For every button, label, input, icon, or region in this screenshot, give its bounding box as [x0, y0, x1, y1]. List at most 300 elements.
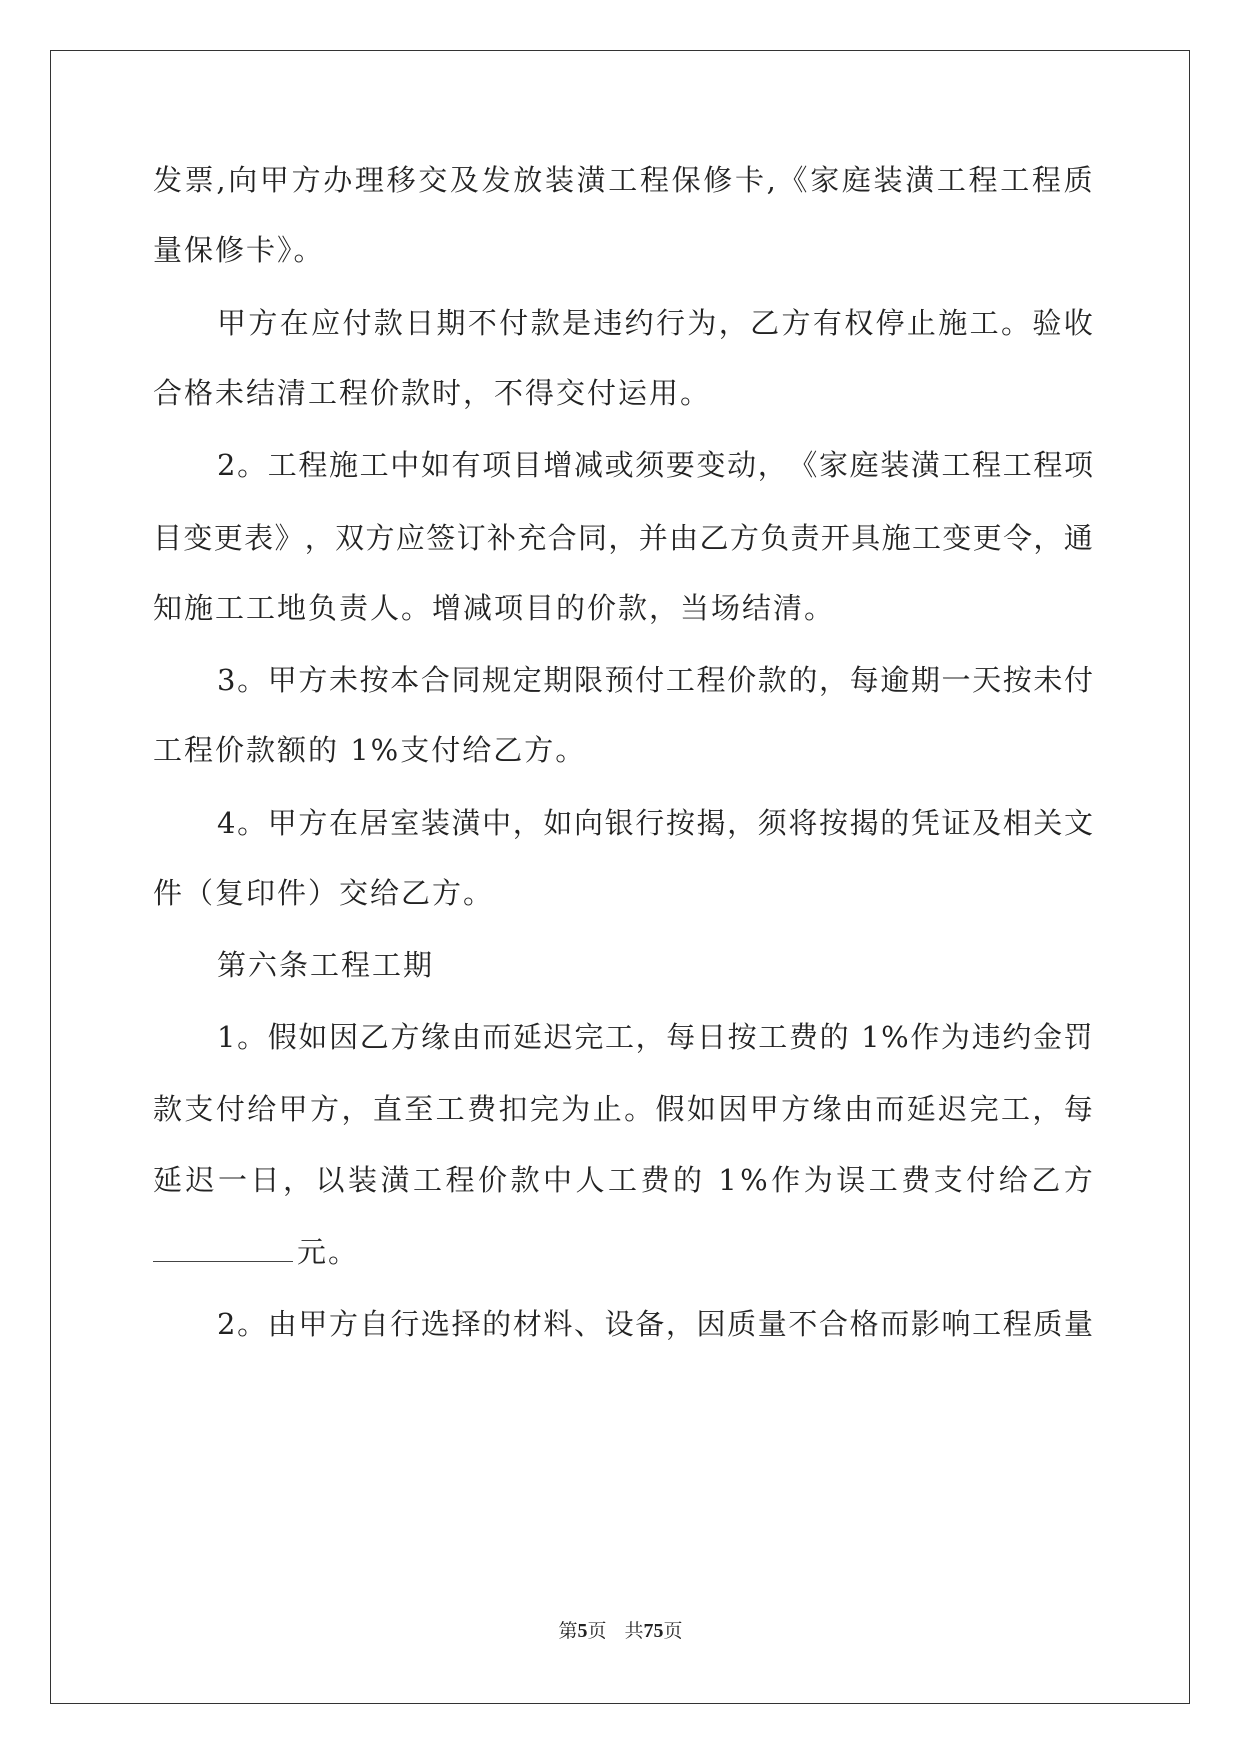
text-line-15: [153, 1160, 1093, 1200]
glyph: 作: [771, 1163, 801, 1197]
glyph: 择: [451, 1307, 481, 1341]
glyph: 费: [901, 1163, 931, 1197]
glyph: 。: [237, 1020, 267, 1054]
glyph: 程: [696, 663, 726, 697]
glyph: 完: [574, 1020, 604, 1054]
glyph: 由: [267, 1307, 297, 1341]
glyph: 以: [315, 1163, 345, 1197]
glyph: 装: [873, 163, 903, 197]
glyph: 工: [972, 1307, 1002, 1341]
glyph: ，: [718, 306, 748, 340]
glyph: 。: [624, 1092, 654, 1126]
glyph: 甲: [278, 1092, 308, 1126]
glyph: 响: [941, 1307, 971, 1341]
glyph: 格: [849, 1307, 879, 1341]
glyph: 为: [941, 1020, 971, 1054]
glyph: 减: [573, 448, 603, 482]
glyph: ,: [766, 163, 776, 197]
glyph: 完: [529, 1092, 559, 1126]
glyph: 选: [420, 1307, 450, 1341]
glyph: 如: [298, 1020, 328, 1054]
glyph: 质: [1063, 163, 1093, 197]
glyph: 向: [573, 806, 603, 840]
glyph: 须: [757, 806, 787, 840]
glyph: 甲: [217, 306, 247, 340]
glyph: 方: [1063, 1163, 1093, 1197]
page-footer: [0, 1616, 1241, 1643]
glyph: 本: [390, 663, 420, 697]
glyph: 违: [593, 306, 623, 340]
glyph: 每: [849, 663, 879, 697]
glyph: 乙: [1031, 1163, 1061, 1197]
glyph: 家: [818, 448, 848, 482]
glyph: 程: [968, 163, 998, 197]
glyph: 缘: [812, 1092, 842, 1126]
glyph: 有: [812, 306, 842, 340]
glyph: 付: [1063, 663, 1093, 697]
text-line-14: [153, 1089, 1093, 1129]
glyph: 合: [547, 521, 577, 555]
glyph: 付: [635, 663, 665, 697]
glyph: 每: [666, 1020, 696, 1054]
glyph: 方: [781, 1092, 811, 1126]
amount-unit: 元。: [297, 1235, 360, 1269]
glyph: 备: [635, 1307, 665, 1341]
glyph: 中: [482, 806, 512, 840]
glyph: 4: [217, 806, 236, 840]
glyph: 1: [217, 1020, 236, 1054]
glyph: 双: [335, 521, 365, 555]
glyph: 潢: [576, 163, 606, 197]
glyph: 1: [861, 1020, 880, 1054]
glyph: 期: [543, 663, 573, 697]
glyph: 程: [1031, 163, 1061, 197]
glyph: 是: [561, 306, 591, 340]
glyph: 工: [1000, 163, 1030, 197]
glyph: 并: [638, 521, 668, 555]
glyph: 充: [517, 521, 547, 555]
glyph: 工: [936, 163, 966, 197]
fill-in-blank: [153, 1235, 293, 1262]
total-prefix: 共: [624, 1620, 644, 1642]
glyph: 给: [247, 1092, 277, 1126]
glyph: %: [881, 1020, 909, 1054]
glyph: 行: [390, 1307, 420, 1341]
glyph: 增: [543, 448, 573, 482]
glyph: 如: [420, 448, 450, 482]
glyph: 迟: [938, 1092, 968, 1126]
glyph: 工: [941, 448, 971, 482]
glyph: ，: [818, 663, 848, 697]
glyph: 的: [819, 1020, 849, 1054]
glyph: 而: [880, 1307, 910, 1341]
glyph: 文: [1063, 806, 1093, 840]
glyph: 的: [482, 1307, 512, 1341]
glyph: 约: [624, 306, 654, 340]
glyph: 甲: [749, 1092, 779, 1126]
glyph: 权: [844, 306, 874, 340]
glyph: 票: [184, 163, 214, 197]
text-line-5: [217, 445, 1093, 485]
glyph: 方: [291, 163, 321, 197]
text-line-1: [153, 160, 1093, 200]
glyph: 变: [183, 521, 213, 555]
glyph: 施: [881, 521, 911, 555]
glyph: 付: [966, 1163, 996, 1197]
glyph: 理: [354, 163, 384, 197]
glyph: 表: [244, 521, 274, 555]
glyph: 将: [788, 806, 818, 840]
glyph: 令: [1003, 521, 1033, 555]
glyph: 。: [237, 806, 267, 840]
page-prefix: 第: [558, 1620, 578, 1642]
glyph: 发: [153, 163, 183, 197]
glyph: 具: [851, 521, 881, 555]
glyph: 装: [348, 1163, 378, 1197]
glyph: 一: [218, 1163, 248, 1197]
glyph: 关: [1033, 806, 1063, 840]
glyph: 费: [467, 1092, 497, 1126]
glyph: 按: [665, 806, 695, 840]
glyph: 在: [328, 806, 358, 840]
glyph: 凭: [910, 806, 940, 840]
glyph: 每: [1063, 1092, 1093, 1126]
glyph: 居: [359, 806, 389, 840]
text-line-10: [217, 803, 1093, 843]
glyph: 合: [818, 1307, 848, 1341]
glyph: 潢: [905, 163, 935, 197]
glyph: 方: [365, 521, 395, 555]
glyph: 自: [359, 1307, 389, 1341]
text-line-13: [217, 1017, 1093, 1057]
glyph: 、: [573, 1307, 603, 1341]
glyph: 变: [696, 448, 726, 482]
glyph: 。: [1000, 306, 1030, 340]
glyph: 在: [279, 306, 309, 340]
glyph: 方: [248, 306, 278, 340]
glyph: 目: [153, 521, 183, 555]
glyph: 材: [512, 1307, 542, 1341]
glyph: 设: [604, 1307, 634, 1341]
glyph: 方: [781, 306, 811, 340]
glyph: 而: [482, 1020, 512, 1054]
glyph: 支: [184, 1092, 214, 1126]
glyph: 迟: [185, 1163, 215, 1197]
glyph: 工: [359, 448, 389, 482]
glyph: 应: [395, 521, 425, 555]
glyph: 动: [727, 448, 757, 482]
text-line-2: 量保修卡》。: [153, 233, 325, 267]
glyph: 费: [640, 1163, 670, 1197]
glyph: ，: [608, 521, 638, 555]
glyph: 卡: [734, 163, 764, 197]
total-suffix: 页: [663, 1620, 683, 1642]
glyph: 付: [342, 306, 372, 340]
glyph: 庭: [849, 448, 879, 482]
glyph: 而: [875, 1092, 905, 1126]
glyph: 的: [880, 806, 910, 840]
text-line-3: [217, 303, 1093, 343]
glyph: 修: [703, 163, 733, 197]
glyph: 作: [910, 1020, 940, 1054]
glyph: 止: [592, 1092, 622, 1126]
glyph: 家: [810, 163, 840, 197]
glyph: 向: [228, 163, 258, 197]
glyph: 价: [727, 663, 757, 697]
glyph: 保: [671, 163, 701, 197]
glyph: 由: [669, 521, 699, 555]
glyph: 期: [436, 306, 466, 340]
glyph: 行: [656, 306, 686, 340]
glyph: 相: [1002, 806, 1032, 840]
glyph: ,: [216, 163, 226, 197]
glyph: 同: [451, 663, 481, 697]
glyph: 甲: [267, 663, 297, 697]
glyph: 至: [404, 1092, 434, 1126]
glyph: 工: [413, 1163, 443, 1197]
text-line-6: [153, 518, 1093, 558]
glyph: 程: [972, 448, 1002, 482]
glyph: 。: [237, 448, 267, 482]
glyph: 按: [818, 806, 848, 840]
glyph: 工: [608, 1163, 638, 1197]
glyph: 潢: [380, 1163, 410, 1197]
glyph: 缘: [421, 1020, 451, 1054]
glyph: 更: [972, 521, 1002, 555]
glyph: 预: [604, 663, 634, 697]
glyph: 罚: [1063, 1020, 1093, 1054]
text-line-11: 件（复印件）交给乙方。: [153, 876, 495, 910]
glyph: 款: [153, 1092, 183, 1126]
glyph: 未: [328, 663, 358, 697]
glyph: %: [740, 1163, 768, 1197]
glyph: 日: [405, 306, 435, 340]
glyph: 工: [665, 663, 695, 697]
glyph: 同: [578, 521, 608, 555]
glyph: 甲: [267, 806, 297, 840]
glyph: 》: [274, 521, 304, 555]
glyph: 逾: [880, 663, 910, 697]
glyph: 料: [543, 1307, 573, 1341]
glyph: 开: [820, 521, 850, 555]
glyph: ，: [665, 1307, 695, 1341]
glyph: 假: [655, 1092, 685, 1126]
glyph: 工: [604, 1020, 634, 1054]
glyph: 项: [482, 448, 512, 482]
glyph: 项: [1063, 448, 1093, 482]
glyph: 合: [420, 663, 450, 697]
glyph: ，: [512, 806, 542, 840]
glyph: 款: [510, 1163, 540, 1197]
glyph: 程: [298, 448, 328, 482]
glyph: 方: [298, 806, 328, 840]
glyph: 费: [788, 1020, 818, 1054]
glyph: 不: [788, 1307, 818, 1341]
glyph: ，: [1032, 1092, 1062, 1126]
glyph: 《: [778, 163, 808, 197]
glyph: 款: [373, 306, 403, 340]
glyph: 收: [1063, 306, 1093, 340]
glyph: 质: [1033, 1307, 1063, 1341]
glyph: 直: [372, 1092, 402, 1126]
glyph: 延: [153, 1163, 183, 1197]
glyph: 工: [1000, 1092, 1030, 1126]
glyph: 2: [217, 448, 236, 482]
glyph: 违: [971, 1020, 1001, 1054]
glyph: 中: [543, 1163, 573, 1197]
glyph: 更: [213, 521, 243, 555]
glyph: 方: [328, 1307, 358, 1341]
glyph: 应: [311, 306, 341, 340]
glyph: 质: [727, 1307, 757, 1341]
glyph: 装: [880, 448, 910, 482]
glyph: [850, 1017, 859, 1057]
glyph: 款: [757, 663, 787, 697]
glyph: 要: [665, 448, 695, 482]
glyph: 中: [390, 448, 420, 482]
glyph: 款: [530, 306, 560, 340]
text-line-8: [217, 660, 1093, 700]
glyph: ，: [341, 1092, 371, 1126]
glyph: 乙: [750, 306, 780, 340]
glyph: 施: [328, 448, 358, 482]
glyph: 潢: [451, 806, 481, 840]
glyph: 扣: [498, 1092, 528, 1126]
glyph: 补: [486, 521, 516, 555]
glyph: 完: [969, 1092, 999, 1126]
glyph: 程: [1033, 448, 1063, 482]
glyph: 期: [910, 663, 940, 697]
glyph: 规: [482, 663, 512, 697]
glyph: 工: [969, 306, 999, 340]
glyph: 验: [1032, 306, 1062, 340]
glyph: 发: [481, 163, 511, 197]
glyph: 付: [499, 306, 529, 340]
glyph: 金: [1033, 1020, 1063, 1054]
glyph: ，: [304, 521, 334, 555]
glyph: 潢: [910, 448, 940, 482]
glyph: 行: [635, 806, 665, 840]
glyph: 工: [1002, 448, 1032, 482]
section-heading: 第六条工程工期: [217, 948, 435, 982]
glyph: 付: [215, 1092, 245, 1126]
glyph: 因: [696, 1307, 726, 1341]
glyph: [706, 1160, 715, 1200]
glyph: 目: [512, 448, 542, 482]
glyph: 由: [451, 1020, 481, 1054]
glyph: 责: [790, 521, 820, 555]
glyph: 《: [788, 448, 818, 482]
glyph: 工: [267, 448, 297, 482]
glyph: 由: [843, 1092, 873, 1126]
glyph: 施: [938, 306, 968, 340]
glyph: 日: [250, 1163, 280, 1197]
glyph: 按: [359, 663, 389, 697]
glyph: 价: [478, 1163, 508, 1197]
glyph: 放: [513, 163, 543, 197]
glyph: 程: [445, 1163, 475, 1197]
glyph: 装: [544, 163, 574, 197]
glyph: 甲: [298, 1307, 328, 1341]
glyph: 量: [1063, 1307, 1093, 1341]
glyph: 揭: [849, 806, 879, 840]
glyph: 支: [933, 1163, 963, 1197]
glyph: 须: [635, 448, 665, 482]
glyph: 天: [972, 663, 1002, 697]
glyph: 银: [604, 806, 634, 840]
glyph: 甲: [259, 163, 289, 197]
glyph: 按: [727, 1020, 757, 1054]
glyph: 因: [718, 1092, 748, 1126]
glyph: 的: [788, 663, 818, 697]
glyph: 乙: [699, 521, 729, 555]
glyph: 延: [906, 1092, 936, 1126]
glyph: 。: [237, 1307, 267, 1341]
glyph: 室: [390, 806, 420, 840]
glyph: 因: [329, 1020, 359, 1054]
text-line-7: 知施工工地负责人。增减项目的价款，当场结清。: [153, 591, 836, 625]
page-number: 5: [577, 1620, 588, 1642]
glyph: 订: [456, 521, 486, 555]
glyph: 办: [323, 163, 353, 197]
glyph: 为: [561, 1092, 591, 1126]
glyph: 交: [418, 163, 448, 197]
glyph: 3: [217, 663, 236, 697]
glyph: 给: [998, 1163, 1028, 1197]
glyph: 通: [1063, 521, 1093, 555]
glyph: 及: [449, 163, 479, 197]
glyph: 影: [910, 1307, 940, 1341]
glyph: 为: [803, 1163, 833, 1197]
glyph: 2: [217, 1307, 236, 1341]
glyph: 工: [435, 1092, 465, 1126]
glyph: 工: [758, 1020, 788, 1054]
glyph: 方: [310, 1092, 340, 1126]
glyph: 有: [451, 448, 481, 482]
glyph: 移: [386, 163, 416, 197]
glyph: 迟: [543, 1020, 573, 1054]
glyph: 或: [604, 448, 634, 482]
total-pages: 75: [643, 1620, 664, 1642]
glyph: 量: [757, 1307, 787, 1341]
glyph: 方: [729, 521, 759, 555]
glyph: 方: [298, 663, 328, 697]
glyph: 及: [972, 806, 1002, 840]
glyph: 延: [513, 1020, 543, 1054]
text-line-4: 合格未结清工程价款时，不得交付运用。: [153, 376, 712, 410]
glyph: 误: [836, 1163, 866, 1197]
glyph: 程: [639, 163, 669, 197]
glyph: 人: [575, 1163, 605, 1197]
glyph: ，: [635, 1020, 665, 1054]
glyph: 按: [1002, 663, 1032, 697]
glyph: 揭: [696, 806, 726, 840]
glyph: 约: [1002, 1020, 1032, 1054]
text-line-17: [217, 1304, 1093, 1344]
glyph: 停: [875, 306, 905, 340]
glyph: 未: [1033, 663, 1063, 697]
glyph: 定: [512, 663, 542, 697]
glyph: 变: [942, 521, 972, 555]
glyph: ，: [1033, 521, 1063, 555]
glyph: 程: [1002, 1307, 1032, 1341]
glyph: 的: [673, 1163, 703, 1197]
glyph: 为: [687, 306, 717, 340]
glyph: ，: [757, 448, 787, 482]
glyph: 限: [573, 663, 603, 697]
text-line-9: 工程价款额的 1%支付给乙方。: [153, 733, 587, 767]
glyph: 工: [608, 163, 638, 197]
